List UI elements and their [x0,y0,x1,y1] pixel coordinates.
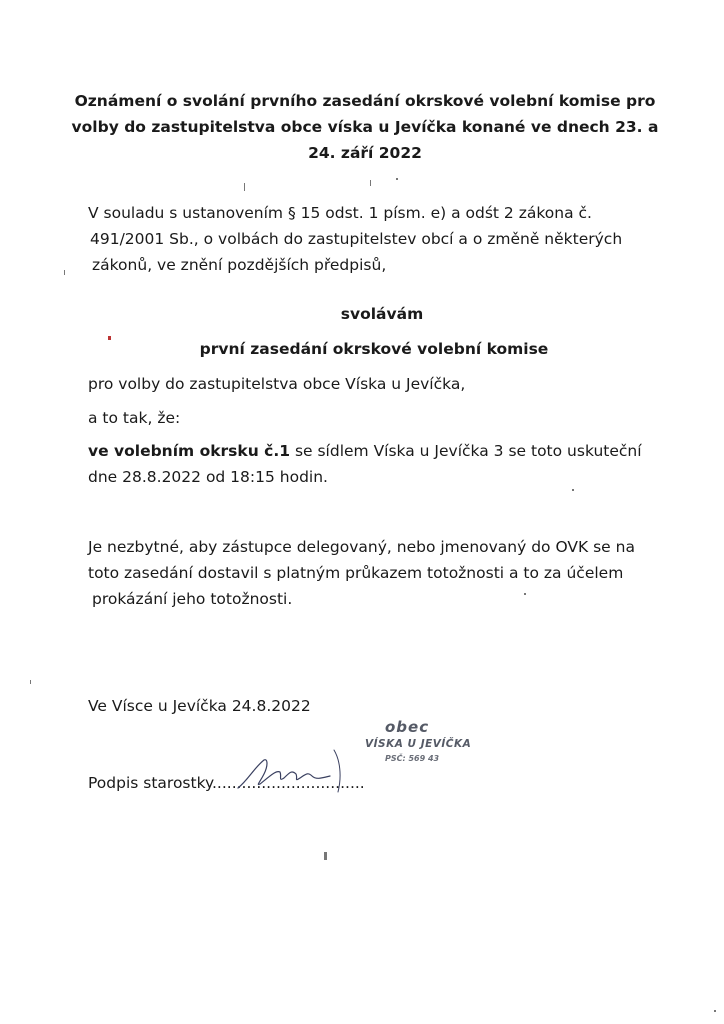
intro-line: zákonů, ve znění pozdějších předpisů, [92,256,387,274]
title-line: 24. září 2022 [308,144,422,162]
title-line: Oznámení o svolání prvního zasedání okrskové volební komise pro [74,92,656,110]
obligation-line: prokázání jeho totožnosti. [92,590,293,608]
scan-speck [370,180,371,186]
stamp-line: obec [385,718,430,736]
title-line: volby do zastupitelstva obce víska u Jevíčka konané ve dnech 23. a [71,118,659,136]
signature-label: Podpis starostky [88,774,212,792]
scan-speck [572,489,574,491]
district-line [88,438,668,464]
for-elections-text: pro volby do zastupitelstva obce Víska u Jevíčka, [88,375,466,393]
scan-speck [30,680,31,684]
intro-paragraph [88,200,668,278]
district-bold: ve volebním okrsku č.1 [88,442,291,460]
so-that-text: a to tak, že: [88,409,181,427]
signature-dots: ............................... [211,774,365,792]
stamp-line: VÍSKA U JEVÍČKA [365,738,472,750]
scan-speck [108,336,111,340]
scan-speck [244,183,245,191]
scan-speck [714,1010,716,1012]
obligation-line: toto zasedání dostavil s platným průkazem totožnosti a to za účelem [88,564,624,582]
handwritten-signature [230,740,360,800]
scan-speck [324,852,327,860]
stamp-line: PSČ: 569 43 [385,754,440,763]
intro-line: 491/2001 Sb., o volbách do zastupitelstev obcí a o změně některých [90,230,623,248]
document-title [70,88,660,166]
district-rest: se sídlem Víska u Jevíčka 3 se toto uskuteční [290,442,642,460]
scan-speck [64,270,65,275]
district-date-line: dne 28.8.2022 od 18:15 hodin. [88,468,328,486]
subject-heading: první zasedání okrskové volební komise [199,340,549,358]
scan-speck [524,593,526,595]
convoke-heading: svolávám [340,305,424,323]
obligation-line: Je nezbytné, aby zástupce delegovaný, nebo jmenovaný do OVK se na [88,538,635,556]
intro-line: V souladu s ustanovením § 15 odst. 1 písm. e) a odśt 2 zákona č. [88,204,592,222]
scan-speck [396,178,398,180]
district-paragraph [88,438,668,490]
place-date: Ve Vísce u Jevíčka 24.8.2022 [88,697,311,715]
obligation-paragraph [88,534,668,612]
